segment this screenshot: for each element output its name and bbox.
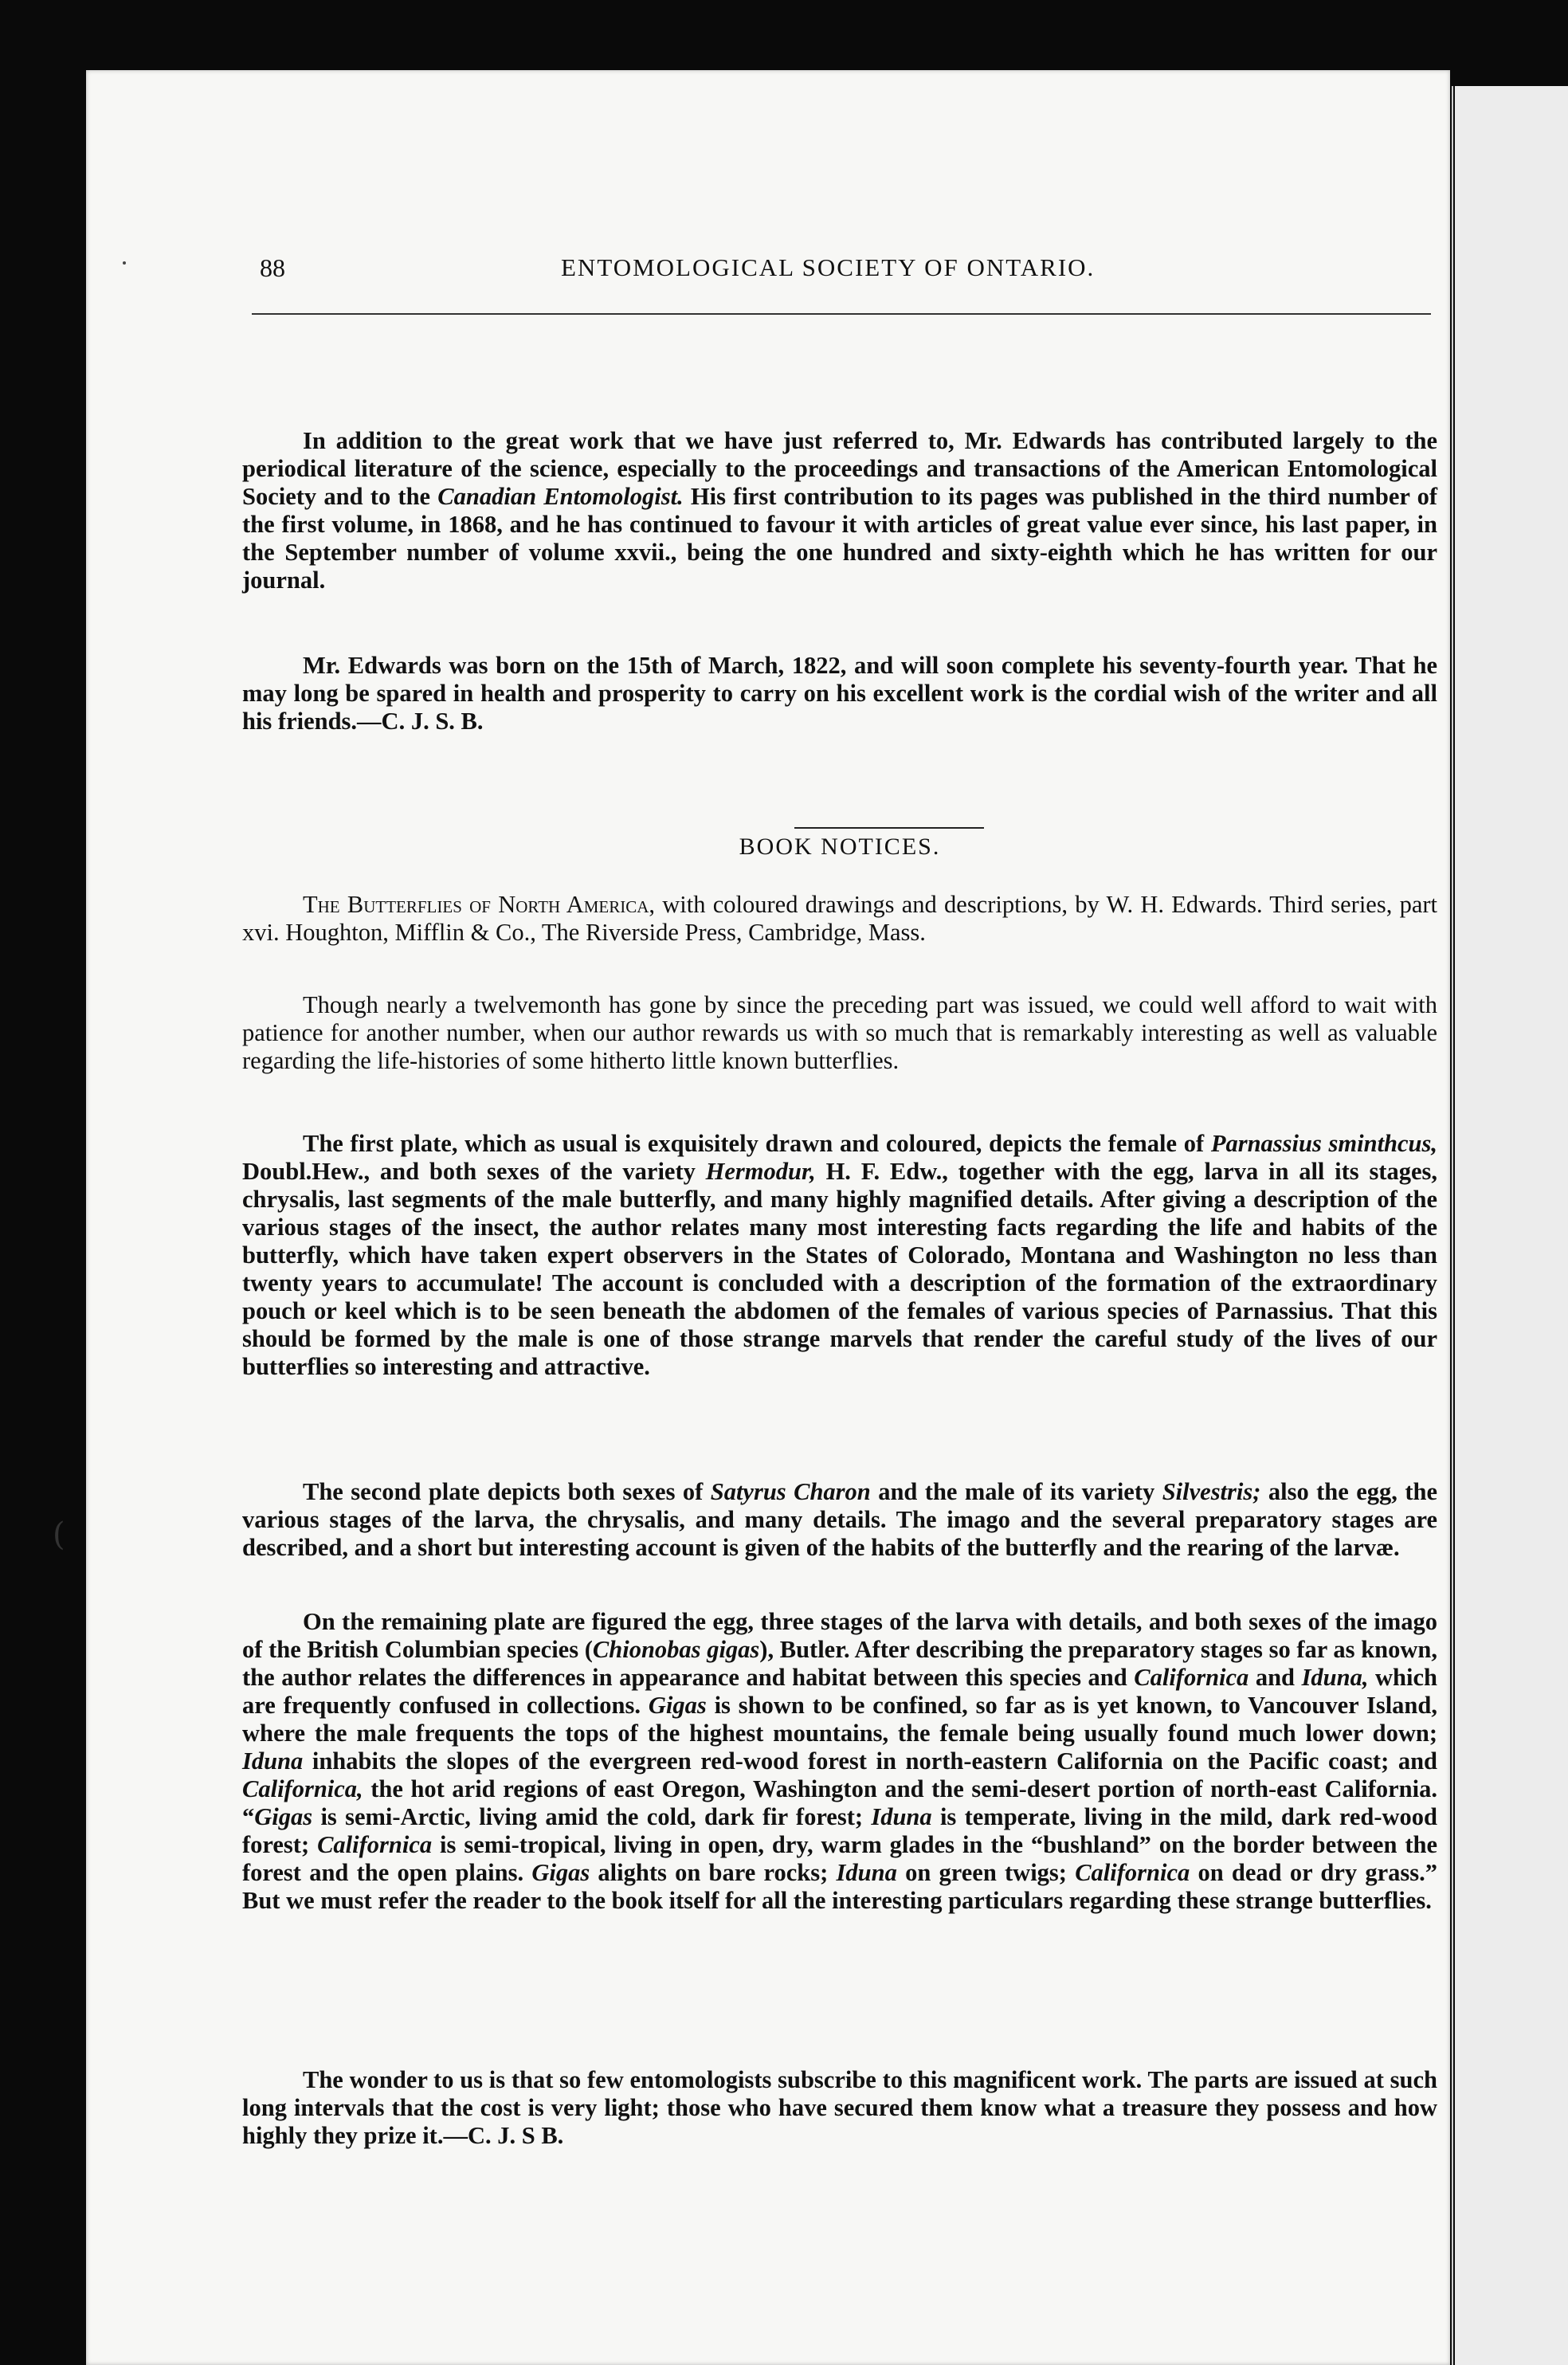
italic-term: Iduna — [242, 1747, 304, 1775]
text-run: His first contribution to its pages was published in the third number of the first volume, in 1868, and he has continued to favour it with articles of great value ever since, his last paper, in the September number of volume xxvii., being the one hundred and sixty-eighth which he has written for our journal. — [242, 483, 1437, 594]
paragraph-edwards-contributions — [242, 427, 1437, 594]
text-run: alights on bare rocks; — [590, 1859, 837, 1886]
paragraph-twelvemonth — [242, 991, 1437, 1075]
italic-term: Gigas — [531, 1859, 590, 1886]
citation-details: , with coloured drawings and descriptions, by W. H. Edwards. Third series, part xvi. Houghton, Mifflin & Co., The Riverside Press, Cambridge, Mass. — [242, 891, 1438, 946]
text-run: Though nearly a twelvemonth has gone by since the preceding part was issued, we could well afford to wait with patience for another number, when our author rewards us with so much that is remarkably interesting as well as valuable regarding the life-histories of some hitherto little known butterflies. — [242, 991, 1437, 1074]
italic-term: Satyrus Charon — [710, 1478, 871, 1505]
italic-term: Iduna, — [1301, 1664, 1369, 1691]
text-run: Doubl.Hew., and both sexes of the variety — [242, 1158, 706, 1185]
paragraph-first-plate — [242, 1130, 1437, 1381]
italic-term: Gigas — [254, 1803, 313, 1830]
italic-term: Chionobas gigas — [592, 1636, 760, 1663]
rich-paragraph — [242, 2066, 1437, 2150]
text-run: is shown to be confined, so far as is yet known, to Vancouver Island, where the male frequents the tops of the highest mountains, the female being usually found much lower down; — [242, 1692, 1437, 1747]
text-run: On the remaining plate are figured the egg, three stages of the larva with details, and both sexes of the imago of the British Columbian species ( — [242, 1608, 1437, 1663]
rich-paragraph — [242, 991, 1437, 1075]
rich-paragraph — [242, 427, 1437, 594]
italic-term: Canadian Entomologist. — [437, 483, 684, 510]
text-run: the hot arid regions of east Oregon, Washington and the semi-desert portion of north-east California. “ — [242, 1775, 1437, 1830]
italic-term: Californica — [317, 1831, 433, 1858]
book-citation — [242, 891, 1437, 947]
adjacent-page-margin — [1455, 86, 1568, 2365]
text-run: ), Butler. After describing the preparatory stages so far as known, the author relates the differences in appearance and habitat between this species and — [242, 1636, 1437, 1691]
italic-term: Gigas — [648, 1692, 707, 1719]
rich-paragraph — [242, 1608, 1437, 1915]
text-run: is semi-Arctic, living amid the cold, dark fir forest; — [312, 1803, 872, 1830]
page-sheet — [53, 70, 1450, 2365]
text-run: is temperate, living in the mild, dark red-wood forest; — [242, 1803, 1437, 1858]
italic-term: Californica, — [242, 1775, 363, 1802]
text-run: The wonder to us is that so few entomologists subscribe to this magnificent work. The parts are issued at such long intervals that the cost is very light; those who have secured them know what a treasure they possess and how highly they prize it.—C. J. S B. — [242, 2066, 1437, 2149]
rich-paragraph — [242, 652, 1437, 735]
italic-term: Parnassius sminthcus, — [1210, 1130, 1438, 1157]
paragraph-closing — [242, 2066, 1437, 2150]
text-run: on green twigs; — [896, 1859, 1076, 1886]
running-header — [242, 253, 1453, 285]
text-run: In addition to the great work that we have just referred to, Mr. Edwards has contributed largely to the periodical literature of the science, especially to the proceedings and transactions of the American Entomological Society and to the — [242, 427, 1437, 510]
text-run: is semi-tropical, living in open, dry, warm glades in the “bushland” on the border between the forest and the open plains. — [242, 1831, 1437, 1886]
paragraph-second-plate — [242, 1478, 1437, 1562]
section-heading: BOOK NOTICES. — [739, 833, 941, 860]
text-run: Mr. Edwards was born on the 15th of March, 1822, and will soon complete his seventy-fourth year. That he may long be spared in health and prosperity to carry on his excellent work is the cordial wish of the writer and all his friends.—C. J. S. B. — [242, 652, 1437, 735]
text-run: which are frequently confused in collections. — [242, 1664, 1437, 1719]
text-run: The second plate depicts both sexes of — [303, 1478, 711, 1505]
journal-title: ENTOMOLOGICAL SOCIETY OF ONTARIO. — [561, 253, 1096, 281]
italic-term: Hermodur, — [705, 1158, 816, 1185]
text-run: and the male of its variety — [870, 1478, 1162, 1505]
italic-term: Californica — [1134, 1664, 1249, 1691]
text-run: inhabits the slopes of the evergreen red-wood forest in north-eastern California on the Pacific coast; and — [303, 1747, 1437, 1775]
text-run: H. F. Edw., together with the egg, larva in all its stages, chrysalis, last segments of the male butterfly, and many highly magnified details. After giving a description of the various stages of the insect, the author relates many most interesting facts regarding the life and habits of the butterfly, which have taken expert observers in the States of Colorado, Montana and Washington no less than twenty years to accumulate! The account is concluded with a description of the formation of the extraordinary pouch or keel which is to be seen beneath the abdomen of the females of various species of Parnassius. That this should be formed by the male is one of those strange marvels that render the careful study of the lives of our butterflies so interesting and attractive. — [242, 1158, 1437, 1380]
paragraph-edwards-birth — [242, 652, 1437, 735]
header-rule — [252, 313, 1431, 315]
book-title: The Butterflies of North America — [303, 891, 649, 918]
scan-speck — [123, 261, 126, 265]
page-edge-line — [1452, 86, 1453, 2365]
italic-term: Iduna — [836, 1859, 897, 1886]
italic-term: Californica — [1075, 1859, 1190, 1886]
italic-term: Silvestris; — [1162, 1478, 1261, 1505]
scan-bracket-mark: ( — [53, 1516, 65, 1553]
text-run: also the egg, the various stages of the larva, the chrysalis, and many details. The imago and the several preparatory stages are described, and a short but interesting account is given of the habits of the butterfly and the rearing of the larvæ. — [242, 1478, 1437, 1561]
section-divider — [794, 827, 984, 829]
text-run: The first plate, which as usual is exquisitely drawn and coloured, depicts the female of — [303, 1130, 1211, 1157]
rich-paragraph — [242, 1478, 1437, 1562]
page-number: 88 — [260, 253, 285, 282]
italic-term: Iduna — [871, 1803, 932, 1830]
paragraph-remaining-plate — [242, 1608, 1437, 1915]
citation-text — [242, 891, 1437, 947]
text-run: and — [1249, 1664, 1302, 1691]
rich-paragraph — [242, 1130, 1437, 1381]
text-run: on dead or dry grass.” But we must refer the reader to the book itself for all the interesting particulars regarding these strange butterflies. — [242, 1859, 1437, 1914]
